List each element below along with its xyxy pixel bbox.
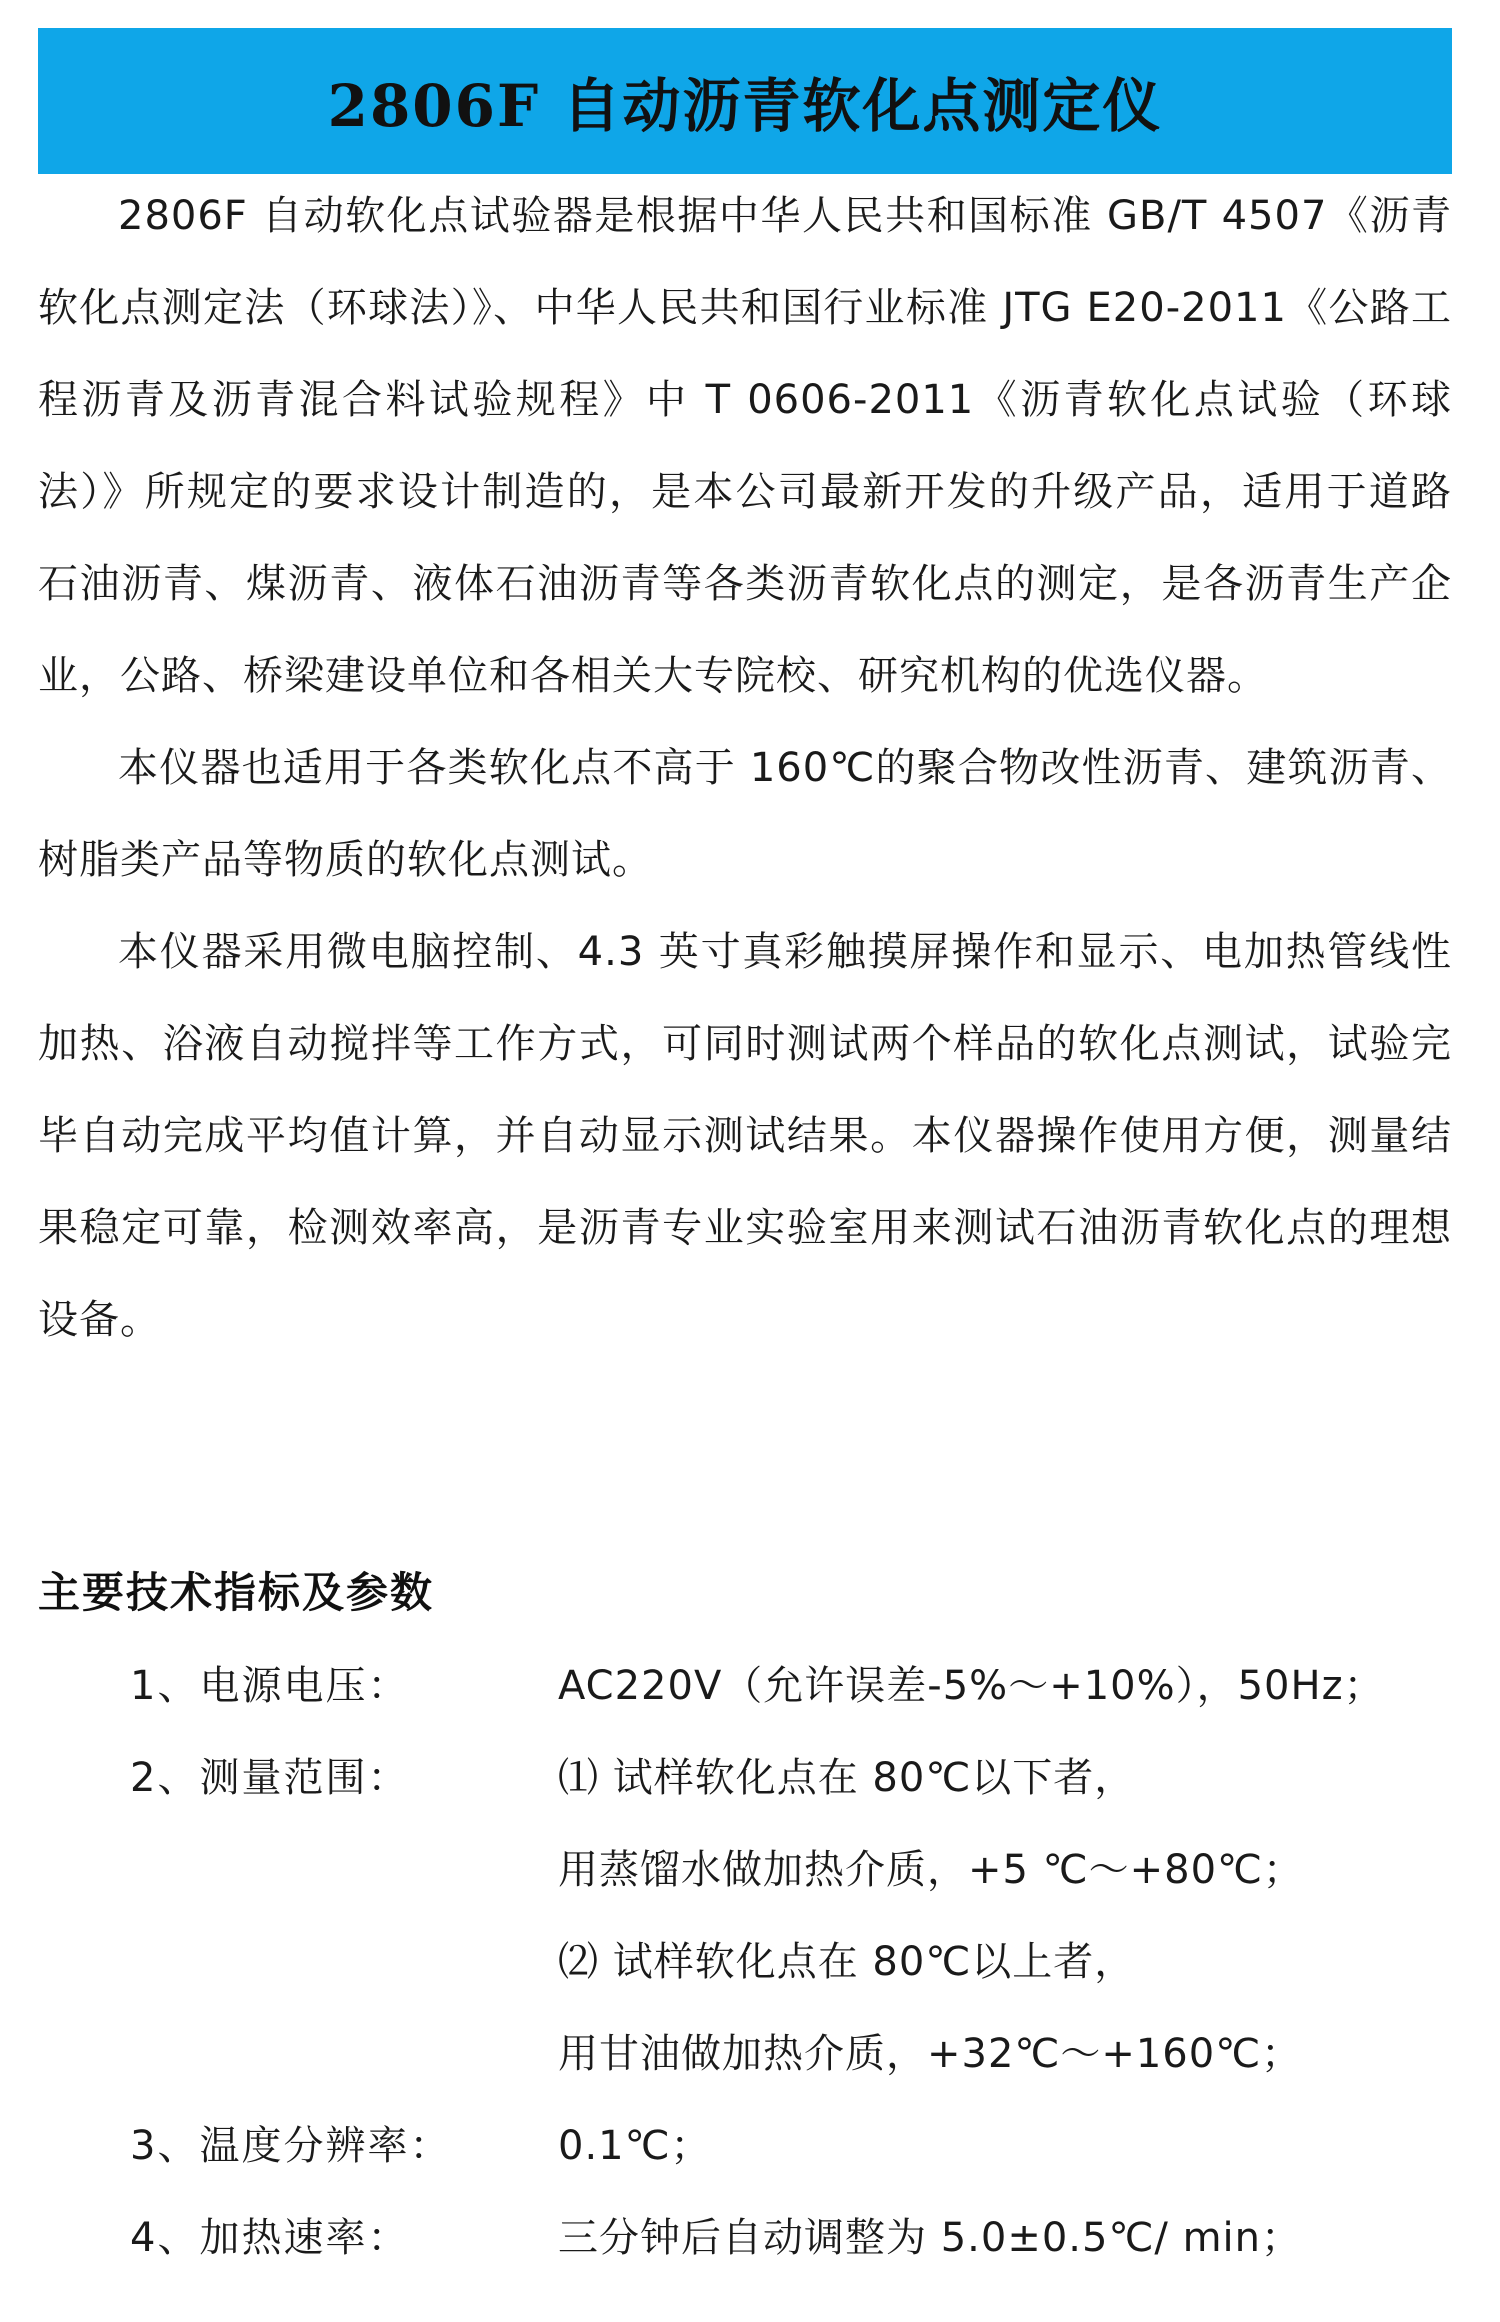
spec-values	[558, 1640, 1450, 1732]
spec-row-resolution	[130, 2100, 1450, 2192]
spec-label: 4、加热速率：	[130, 2215, 410, 2261]
spec-value: 用甘油做加热介质，+32℃～+160℃；	[558, 2031, 1303, 2077]
spec-row-heating-rate	[130, 2192, 1450, 2284]
spec-value: 三分钟后自动调整为 5.0±0.5℃/ min；	[558, 2215, 1302, 2261]
intro-paragraph-3: 本仪器采用微电脑控制、4.3 英寸真彩触摸屏操作和显示、电加热管线性加热、浴液自动搅拌等工作方式，可同时测试两个样品的软化点测试，试验完毕自动完成平均值计算，并自动显示测试结果。本仪器操作使用方便，测量结果稳定可靠，检测效率高，是沥青专业实验室用来测试石油沥青软化点的理想设备。	[38, 929, 1452, 1343]
spec-row-range	[130, 1732, 1450, 2100]
spec-values	[558, 1732, 1450, 2100]
specs-heading: 主要技术指标及参数	[38, 1568, 435, 1617]
spec-row-power	[130, 1640, 1450, 1732]
spec-label: 3、温度分辨率：	[130, 2123, 452, 2169]
page-title: 2806F 自动沥青软化点测定仪	[327, 72, 1163, 140]
intro-paragraph-2: 本仪器也适用于各类软化点不高于 160℃的聚合物改性沥青、建筑沥青、树脂类产品等物质的软化点测试。	[38, 745, 1452, 883]
spec-values	[558, 2192, 1450, 2284]
spec-label: 1、电源电压：	[130, 1663, 410, 1709]
spec-value: AC220V（允许误差-5%～+10%），50Hz；	[558, 1663, 1385, 1709]
spec-value: ⑴ 试样软化点在 80℃以下者，	[558, 1755, 1136, 1801]
title-banner	[38, 28, 1452, 174]
specs-list	[130, 1640, 1450, 2284]
spec-label: 2、测量范围：	[130, 1755, 410, 1801]
intro-section	[38, 170, 1452, 1366]
spec-value: ⑵ 试样软化点在 80℃以上者，	[558, 1939, 1136, 1985]
spec-values	[558, 2100, 1450, 2192]
spec-value: 0.1℃；	[558, 2123, 712, 2169]
intro-paragraph-1: 2806F 自动软化点试验器是根据中华人民共和国标准 GB/T 4507《沥青软化点测定法（环球法）》、中华人民共和国行业标准 JTG E20-2011《公路工程沥青及沥青混合料试验规程》中 T 0606-2011《沥青软化点试验（环球法）》所规定的要求设计制造的，是本公司最新开发的升级产品，适用于道路石油沥青、煤沥青、液体石油沥青等各类沥青软化点的测定，是各沥青生产企业，公路、桥梁建设单位和各相关大专院校、研究机构的优选仪器。	[38, 193, 1452, 699]
spec-value: 用蒸馏水做加热介质，+5 ℃～+80℃；	[558, 1847, 1304, 1893]
